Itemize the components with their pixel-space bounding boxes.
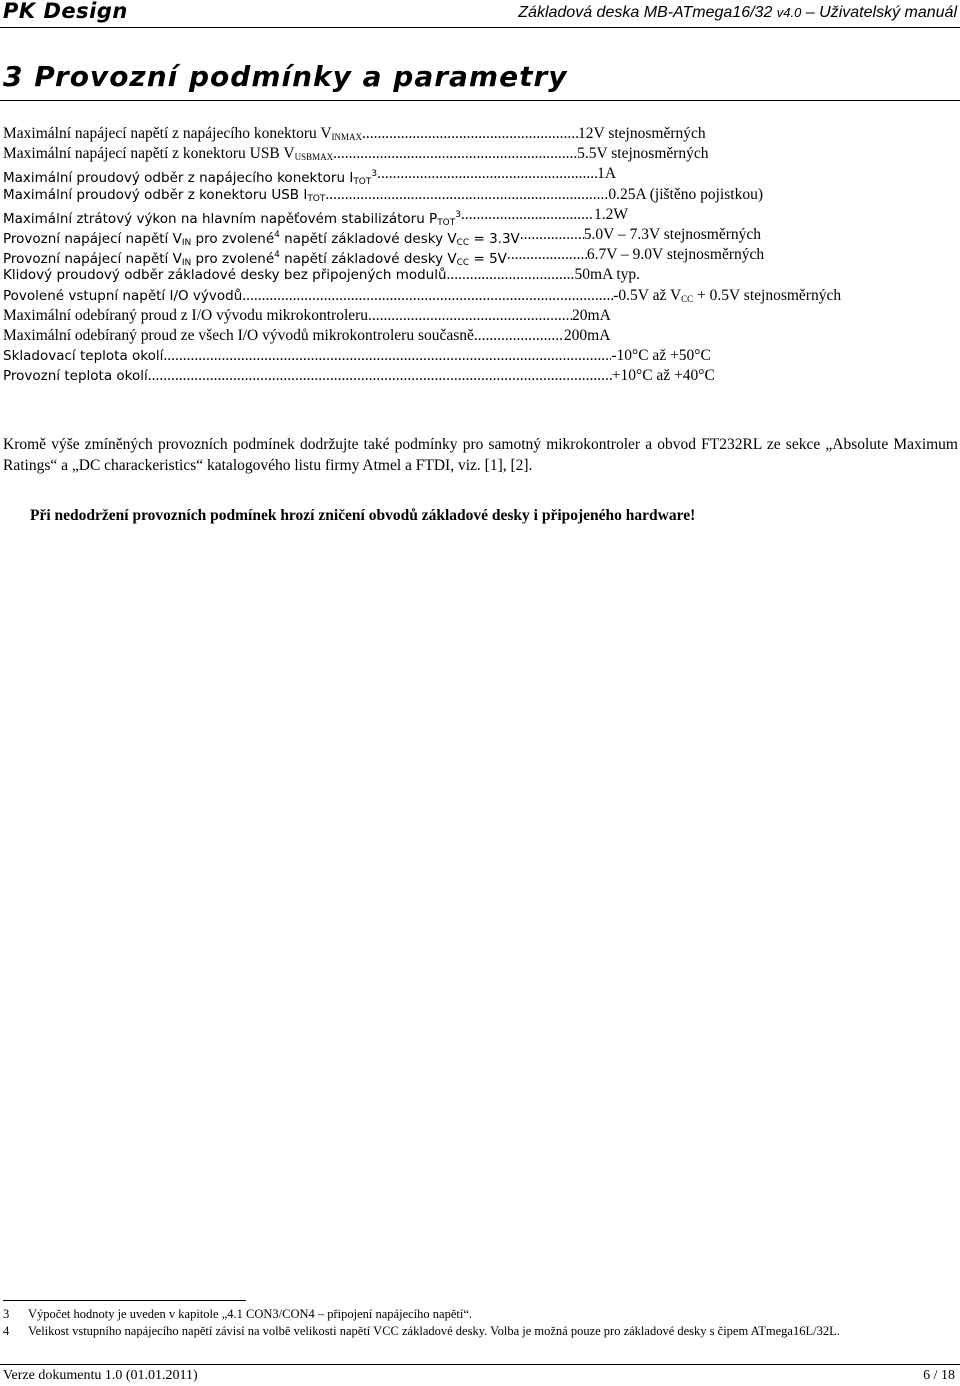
document-version: Verze dokumentu 1.0 (01.01.2011) — [3, 1368, 198, 1383]
leader-dots — [362, 124, 578, 144]
document-title — [518, 4, 957, 22]
param-label: Maximální napájecí napětí z napájecího konektoru $V_{INMAX}$ — [3, 125, 363, 142]
leader-dots — [333, 144, 577, 164]
param-row — [3, 326, 958, 346]
footnote-number: 3 — [3, 1307, 10, 1321]
param-value: 1.2W — [594, 205, 629, 223]
page-number: 6 / 18 — [923, 1368, 955, 1383]
param-row — [3, 185, 958, 205]
leader-dots — [148, 366, 612, 386]
footer-rule — [0, 1364, 960, 1365]
param-row — [3, 286, 958, 306]
param-row — [3, 164, 958, 188]
param-label: Maximální proudový odběr z napájecího konektoru $I_{TOT}^3$ — [3, 169, 378, 188]
param-label: Provozní napájecí napětí $V_{IN}$ pro zvolené$^4$ napětí základové desky $V_{CC} = 3.3V$ — [3, 229, 520, 248]
param-row — [3, 265, 958, 285]
param-row — [3, 366, 958, 386]
param-value: +10°C až +40°C — [611, 367, 715, 385]
doc-version: v4.0 — [776, 5, 802, 20]
param-row — [3, 205, 958, 228]
param-value: 20mA — [572, 306, 611, 324]
param-label: Povolené vstupní napětí I/O vývodů — [3, 287, 243, 304]
param-row — [3, 306, 958, 326]
footnote-text: Výpočet hodnoty je uveden v kapitole „4.1 CON3/CON4 – připojení napájecího napětí“. — [28, 1307, 472, 1321]
param-label: Provozní teplota okolí — [3, 368, 148, 385]
leader-dots — [377, 164, 597, 184]
brand-logo: PK Design — [3, 0, 128, 23]
param-value: 12V stejnosměrných — [578, 125, 706, 142]
doc-manual-label: Uživatelský manuál — [819, 4, 957, 21]
doc-title-text: Základová deska MB-ATmega16/32 — [518, 4, 773, 21]
param-label: Maximální proudový odběr z konektoru USB $I_{TOT}$ — [3, 186, 326, 204]
warning-text: Při nedodržení provozních podmínek hrozí zničení obvodů základové desky i připojeného hardware! — [30, 507, 696, 524]
page-footer — [3, 1368, 955, 1384]
param-label: Maximální ztrátový výkon na hlavním napěťovém stabilizátoru $P_{TOT}^3$ — [3, 209, 462, 228]
footnote — [3, 1306, 958, 1323]
section-title: 3 Provozní podmínky a parametry — [3, 60, 568, 93]
param-row — [3, 124, 958, 144]
param-value: 5.0V – 7.3V stejnosměrných — [583, 225, 762, 243]
footnote-number: 4 — [3, 1324, 10, 1338]
leader-dots — [474, 326, 564, 346]
leader-dots — [368, 306, 572, 326]
doc-manual: – — [805, 4, 820, 21]
param-value: 200mA — [563, 326, 611, 344]
param-row — [3, 346, 958, 366]
param-label: Maximální odebíraný proud z I/O vývodu mikrokontroleru — [3, 306, 369, 324]
leader-dots — [520, 225, 584, 245]
param-label: Maximální napájecí napětí z konektoru USB $V_{USBMAX}$ — [3, 145, 334, 163]
param-row — [3, 225, 958, 248]
note-paragraph: Kromě výše zmíněných provozních podmínek dodržujte také podmínky pro samotný mikrokontroler a obvod FT232RL ze sekce „Absolute Maximum Ratings“ a „DC charackeristics“ katalogového listu firmy Atmel a FTDI, viz. [1], [2]. — [3, 436, 958, 474]
param-label: Skladovací teplota okolí — [3, 348, 164, 365]
footnotes — [3, 1306, 958, 1340]
parameter-list — [3, 124, 958, 386]
param-value: 5.5V stejnosměrných — [577, 145, 709, 163]
param-label: Provozní napájecí napětí $V_{IN}$ pro zvolené$^4$ napětí základové desky $V_{CC} = 5V$ — [3, 250, 507, 269]
leader-dots — [325, 185, 608, 205]
param-value: -10°C až +50°C — [611, 347, 711, 365]
leader-dots — [461, 205, 594, 225]
header-rule — [0, 27, 960, 28]
param-value: 0.25A (jištěno pojistkou) — [608, 185, 763, 203]
param-value: 50mA typ. — [574, 266, 640, 284]
param-label: Maximální odebíraný proud ze všech I/O vývodů mikrokontroleru současně — [3, 326, 474, 344]
leader-dots — [163, 346, 611, 366]
param-value: -0.5V až $V_{CC} + 0.5V$ stejnosměrných — [613, 286, 842, 304]
footnote-text: Velikost vstupního napájecího napětí závisí na volbě velikosti napětí VCC základové desky. Volba je možná pouze pro základové desky s čipem ATmega16L/32L. — [28, 1324, 840, 1338]
leader-dots — [242, 286, 613, 306]
section-heading — [3, 60, 958, 100]
param-row — [3, 144, 958, 164]
param-value: 1A — [597, 165, 617, 183]
param-label: Klidový proudový odběr základové desky bez připojených modulů — [3, 267, 447, 284]
page-header — [0, 0, 960, 30]
section-rule — [0, 100, 960, 101]
leader-dots — [447, 265, 575, 285]
footnote — [3, 1323, 958, 1340]
footnote-rule — [3, 1300, 246, 1301]
param-row — [3, 245, 958, 269]
param-value: 6.7V – 9.0V stejnosměrných — [586, 246, 765, 264]
leader-dots — [507, 245, 587, 265]
